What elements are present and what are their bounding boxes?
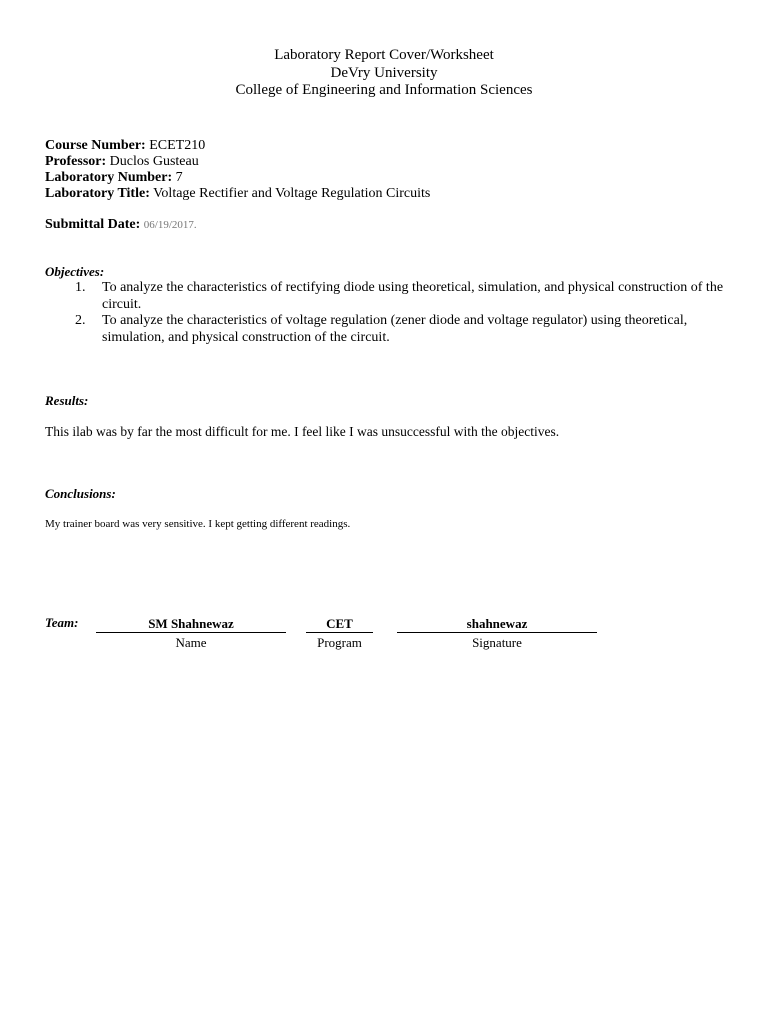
team-signature-value: shahnewaz xyxy=(397,615,597,633)
header-college: College of Engineering and Information Sciences xyxy=(235,82,533,98)
team-program-value: CET xyxy=(306,615,373,633)
results-text: This ilab was by far the most difficult for me. I feel like I was unsuccessful with the objectives. xyxy=(45,424,560,439)
list-item-number: 1. xyxy=(75,280,86,295)
list-item-text: To analyze the characteristics of rectifying diode using theoretical, simulation, and physical construction of the circuit. xyxy=(102,280,724,312)
submittal-row xyxy=(45,217,197,233)
header-title: Laboratory Report Cover/Worksheet xyxy=(274,47,494,63)
course-number-row xyxy=(45,138,430,154)
team-name-value: SM Shahnewaz xyxy=(96,615,286,633)
team-signature-field xyxy=(397,615,597,651)
team-label: Team: xyxy=(45,615,79,630)
list-item-number: 2. xyxy=(75,313,86,328)
lab-title-value: Voltage Rectifier and Voltage Regulation Circuits xyxy=(153,186,431,201)
submittal-date: 06/19/2017. xyxy=(143,219,197,231)
course-number-value: ECET210 xyxy=(149,138,206,153)
conclusions-text: My trainer board was very sensitive. I kept getting different readings. xyxy=(45,518,351,530)
report-header xyxy=(0,47,768,100)
lab-title-label: Laboratory Title: xyxy=(45,186,150,201)
professor-value: Duclos Gusteau xyxy=(109,154,199,169)
header-university: DeVry University xyxy=(330,64,438,81)
team-signature-caption: Signature xyxy=(472,635,522,650)
lab-number-value: 7 xyxy=(175,170,183,185)
objectives-heading: Objectives: xyxy=(45,264,105,279)
report-fields xyxy=(45,138,430,202)
list-item-text: To analyze the characteristics of voltage regulation (zener diode and voltage regulator) using theoretical, simulation, and physical construction of the circuit. xyxy=(102,313,688,345)
team-program-caption: Program xyxy=(317,635,362,650)
course-number-label: Course Number: xyxy=(45,138,146,153)
professor-row xyxy=(45,154,430,170)
lab-number-label: Laboratory Number: xyxy=(45,170,173,185)
conclusions-heading: Conclusions: xyxy=(45,486,116,501)
list-item xyxy=(75,313,735,346)
team-program-field xyxy=(306,615,373,651)
professor-label: Professor: xyxy=(45,154,107,169)
results-heading: Results: xyxy=(45,393,89,408)
submittal-label: Submittal Date: xyxy=(45,217,141,232)
lab-title-row xyxy=(45,186,430,202)
team-name-caption: Name xyxy=(175,635,207,650)
team-name-field xyxy=(96,615,286,651)
list-item xyxy=(75,280,735,313)
lab-number-row xyxy=(45,170,430,186)
objectives-list xyxy=(75,280,735,346)
